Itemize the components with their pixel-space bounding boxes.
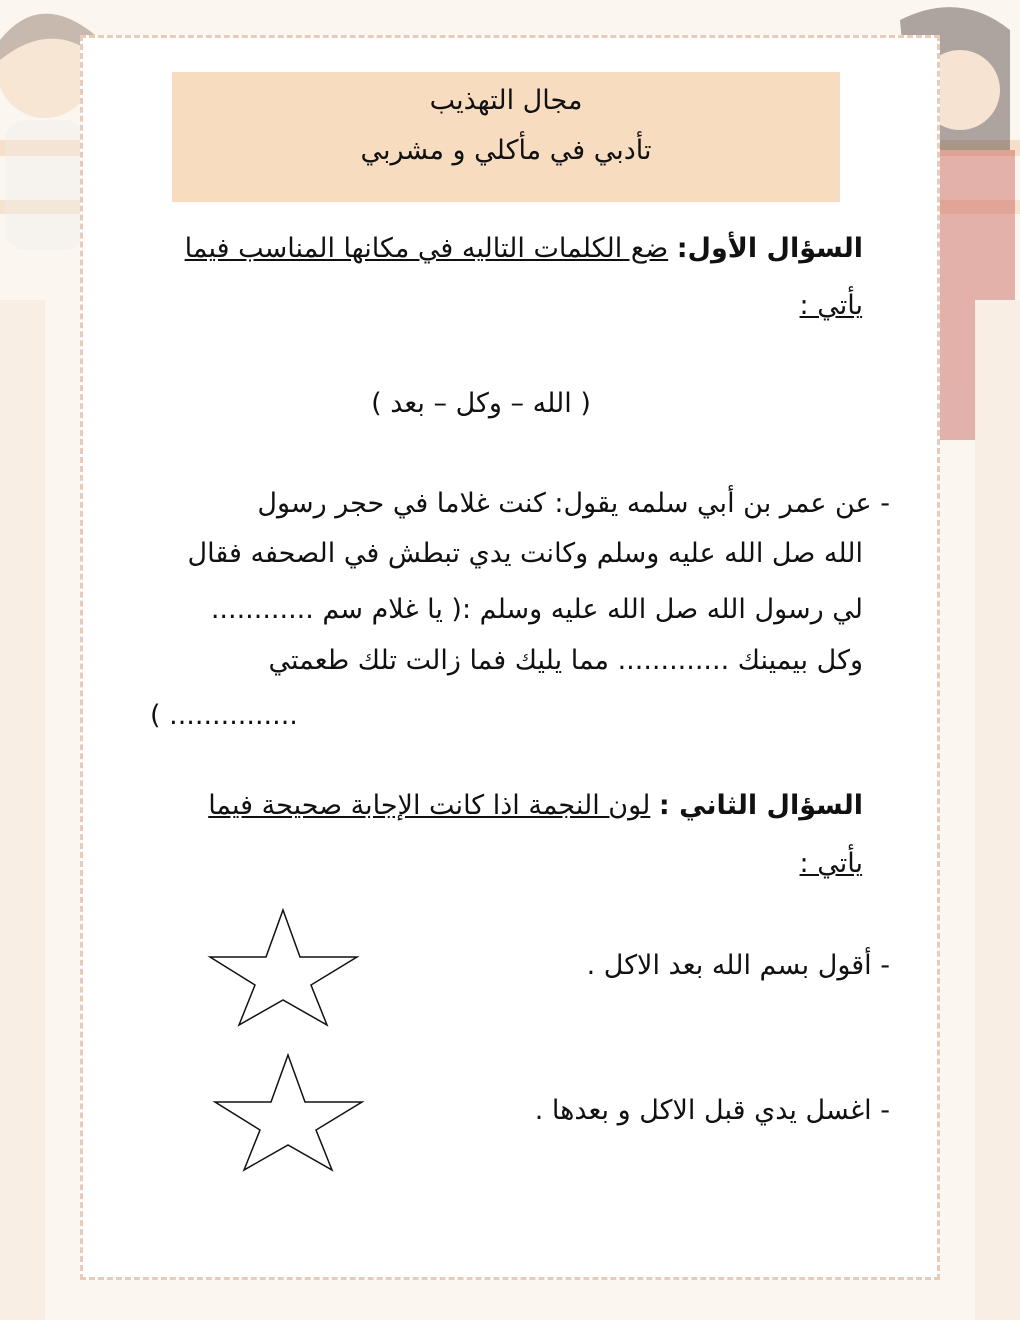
lesson-title: تأدبي في مأكلي و مشربي xyxy=(360,135,652,166)
q1-prompt: ضع الكلمات التاليه في مكانها المناسب فيما xyxy=(184,233,669,264)
word-bank: ( الله – وكل – بعد ) xyxy=(371,388,591,419)
passage-line-1: - عن عمر بن أبي سلمه يقول: كنت غلاما في حجر رسول xyxy=(257,488,890,519)
answer-star-1[interactable] xyxy=(205,905,365,1030)
q1-label: السؤال الأول: xyxy=(676,233,863,264)
subject-title: مجال التهذيب xyxy=(429,85,583,116)
q1-heading xyxy=(123,233,863,264)
passage-line-3: لي رسول الله صل الله عليه وسلم :( يا غلام سم ............ xyxy=(210,594,863,625)
passage-line-5: ............... ) xyxy=(150,700,298,731)
q2-prompt: لون النجمة اذا كانت الإجابة صحيحة فيما xyxy=(208,790,651,821)
statement-1: - أقول بسم الله بعد الاكل . xyxy=(586,950,890,981)
passage-line-2: الله صل الله عليه وسلم وكانت يدي تبطش في الصحفه فقال xyxy=(187,538,863,569)
q2-heading-cont xyxy=(123,848,863,879)
answer-star-2[interactable] xyxy=(210,1050,370,1175)
q2-heading xyxy=(123,790,863,821)
q2-label: السؤال الثاني : xyxy=(658,790,863,821)
statement-2: - اغسل يدي قبل الاكل و بعدها . xyxy=(534,1095,890,1126)
q1-heading-cont xyxy=(123,290,863,321)
q2-prompt-cont: يأتي : xyxy=(799,848,863,879)
q1-prompt-cont: يأتي : xyxy=(799,290,863,321)
passage-line-4: وكل بيمينك ............. مما يليك فما زالت تلك طعمتي xyxy=(268,645,863,676)
